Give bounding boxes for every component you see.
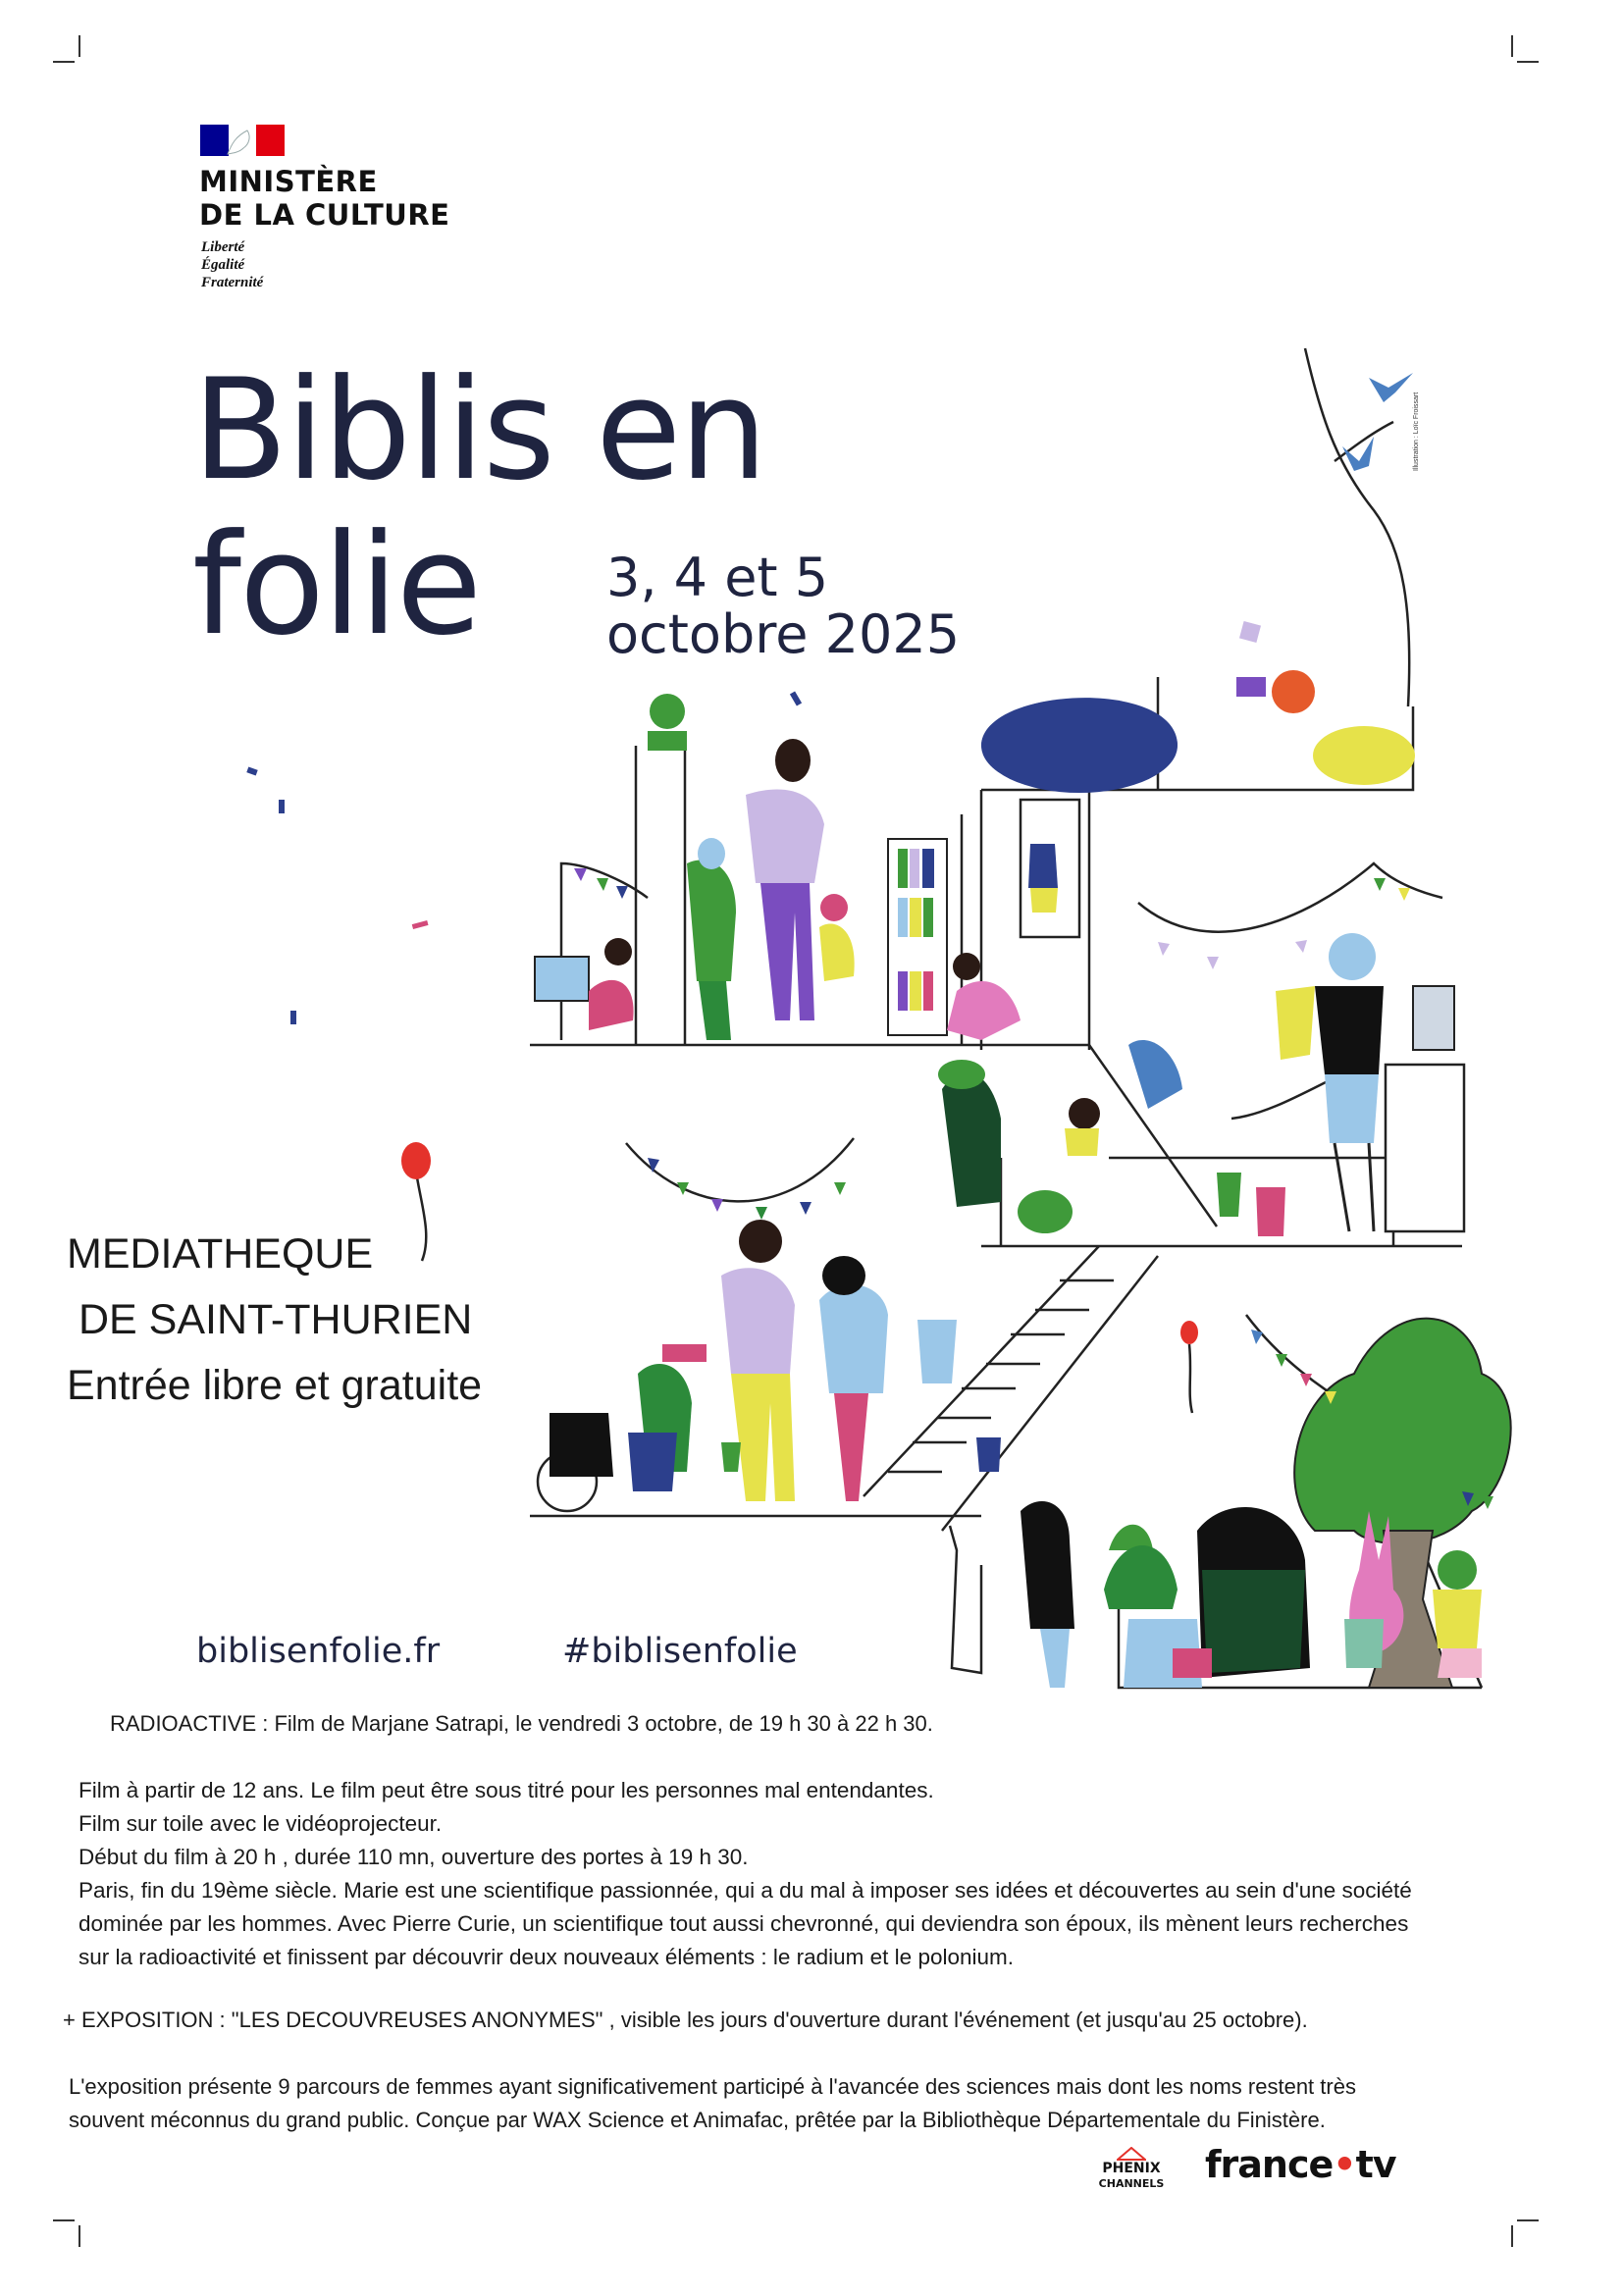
phenix-line2: CHANNELS <box>1098 2177 1165 2190</box>
hashtag: #biblisenfolie <box>562 1632 798 1671</box>
film-line: Film sur toile avec le vidéoprojecteur. <box>79 1811 443 1836</box>
website-link[interactable]: biblisenfolie.fr <box>196 1632 441 1671</box>
ministry-line1: MINISTÈRE <box>199 165 378 198</box>
dates-line2: octobre 2025 <box>606 603 961 665</box>
france-tv-logo <box>1205 2143 1396 2186</box>
francetv-dot: • <box>1333 2143 1356 2186</box>
film-line: Paris, fin du 19ème siècle. Marie est une scientifique passionnée, qui a du mal à imposer ses idées et découvertes au sein d'une société <box>79 1878 1412 1903</box>
venue-block <box>67 1222 482 1419</box>
motto-fraternite: Fraternité <box>201 275 264 290</box>
film-line: Début du film à 20 h , durée 110 mn, ouverture des portes à 19 h 30. <box>79 1845 749 1869</box>
phenix-channels-logo <box>1089 2147 1174 2192</box>
film-line: sur la radioactivité et finissent par découvrir deux nouveaux éléments : le radium et le polonium. <box>79 1945 1014 1969</box>
venue-name: MEDIATHEQUE <box>67 1230 374 1278</box>
motto-egalite: Égalité <box>201 257 245 273</box>
film-description <box>79 1774 1412 1974</box>
partner-logos <box>1089 2143 1423 2194</box>
expo-line: souvent méconnus du grand public. Conçue par WAX Science et Animafac, prêtée par la Bibliothèque Départementale du Finistère. <box>69 2108 1326 2132</box>
poster-title-line1: Biblis en <box>192 349 766 511</box>
motto-liberte: Liberté <box>201 239 245 255</box>
illustration-credit: Illustration : Loïc Froissart <box>1413 391 1420 471</box>
film-line: Film à partir de 12 ans. Le film peut être sous titré pour les personnes mal entendantes. <box>79 1778 934 1802</box>
film-heading: RADIOACTIVE : Film de Marjane Satrapi, le vendredi 3 octobre, de 19 h 30 à 22 h 30. <box>110 1711 933 1736</box>
phenix-line1: PHENIX <box>1102 2161 1161 2176</box>
phenix-triangle-icon <box>1117 2147 1146 2161</box>
expo-description <box>69 2070 1356 2137</box>
francetv-part1: france <box>1205 2143 1334 2186</box>
poster-title-line2: folie <box>192 504 481 666</box>
dates-line1: 3, 4 et 5 <box>606 547 829 608</box>
ministry-line2: DE LA CULTURE <box>199 198 450 232</box>
venue-city: DE SAINT-THURIEN <box>79 1296 473 1343</box>
francetv-part2: tv <box>1355 2143 1396 2186</box>
expo-heading: + EXPOSITION : "LES DECOUVREUSES ANONYMES" , visible les jours d'ouverture durant l'événement (et jusqu'au 25 octobre). <box>63 2008 1308 2032</box>
expo-line: L'exposition présente 9 parcours de femmes ayant significativement participé à l'avancée des sciences mais dont les noms restent très <box>69 2074 1356 2099</box>
venue-entry: Entrée libre et gratuite <box>67 1362 483 1409</box>
film-line: dominée par les hommes. Avec Pierre Curie, un scientifique tout aussi chevronné, qui deviendra son époux, ils mènent leurs recherches <box>79 1911 1409 1936</box>
